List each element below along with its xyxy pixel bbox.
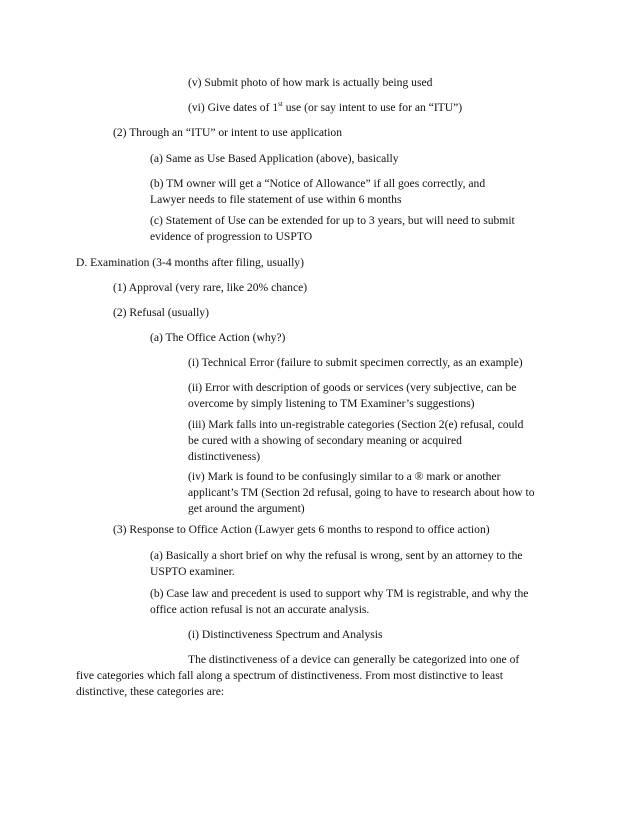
itu-item-b-line-1: (b) TM owner will get a “Notice of Allowance” if all goes correctly, and [150, 177, 486, 190]
refusal-item: (2) Refusal (usually) [113, 306, 209, 319]
office-action-iii [188, 417, 523, 465]
examination-heading: D. Examination (3-4 months after filing, usually) [76, 256, 304, 269]
office-action-iii-line-1: (iii) Mark falls into un-registrable categories (Section 2(e) refusal, could [188, 418, 524, 431]
response-item-a-line-1: (a) Basically a short brief on why the refusal is wrong, sent by an attorney to the [150, 549, 523, 562]
response-item-b-line-2: office action refusal is not an accurate analysis. [150, 603, 370, 616]
distinctiveness-heading: (i) Distinctiveness Spectrum and Analysis [188, 628, 383, 641]
office-action-iv [188, 469, 535, 517]
office-action-ii [188, 380, 516, 412]
paragraph-line-3: distinctive, these categories are: [76, 685, 225, 698]
item-vi-dates-sup: st [278, 100, 283, 109]
itu-item-b-line-2: Lawyer needs to file statement of use within 6 months [150, 193, 402, 206]
response-item-a [150, 548, 523, 580]
office-action-iv-line-2: applicant’s TM (Section 2d refusal, going to have to research about how to [188, 486, 535, 499]
item-vi-dates [188, 100, 462, 116]
item-v-photo: (v) Submit photo of how mark is actually being used [188, 76, 433, 89]
office-action-ii-line-1: (ii) Error with description of goods or services (very subjective, can be [188, 381, 517, 394]
response-item-b-line-1: (b) Case law and precedent is used to support why TM is registrable, and why the [150, 587, 529, 600]
itu-item-c-line-2: evidence of progression to USPTO [150, 230, 313, 243]
response-item-b [150, 586, 528, 618]
paragraph-line-2: five categories which fall along a spectrum of distinctiveness. From most distinctive to least [76, 669, 503, 682]
itu-item-a: (a) Same as Use Based Application (above), basically [150, 152, 399, 165]
office-action-item: (a) The Office Action (why?) [150, 331, 286, 344]
office-action-iii-line-2: be cured with a showing of secondary meaning or acquired [188, 434, 462, 447]
office-action-iii-line-3: distinctiveness) [188, 450, 261, 463]
office-action-iv-line-1: (iv) Mark is found to be confusingly similar to a ® mark or another [188, 470, 501, 483]
paragraph-line-1: The distinctiveness of a device can generally be categorized into one of [188, 653, 520, 666]
response-item-a-line-2: USPTO examiner. [150, 565, 235, 578]
office-action-i: (i) Technical Error (failure to submit specimen correctly, as an example) [188, 356, 523, 369]
itu-item-b [150, 176, 485, 208]
approval-item: (1) Approval (very rare, like 20% chance) [113, 281, 308, 294]
item-vi-dates-post: use (or say intent to use for an “ITU”) [282, 101, 463, 114]
office-action-ii-line-2: overcome by simply listening to TM Examiner’s suggestions) [188, 397, 475, 410]
itu-item-c [150, 213, 515, 245]
item-vi-dates-pre: (vi) Give dates of 1 [188, 101, 279, 114]
itu-item-c-line-1: (c) Statement of Use can be extended for up to 3 years, but will need to submit [150, 214, 515, 227]
itu-heading: (2) Through an “ITU” or intent to use application [113, 126, 343, 139]
response-heading: (3) Response to Office Action (Lawyer gets 6 months to respond to office action) [113, 523, 490, 536]
office-action-iv-line-3: get around the argument) [188, 502, 305, 515]
